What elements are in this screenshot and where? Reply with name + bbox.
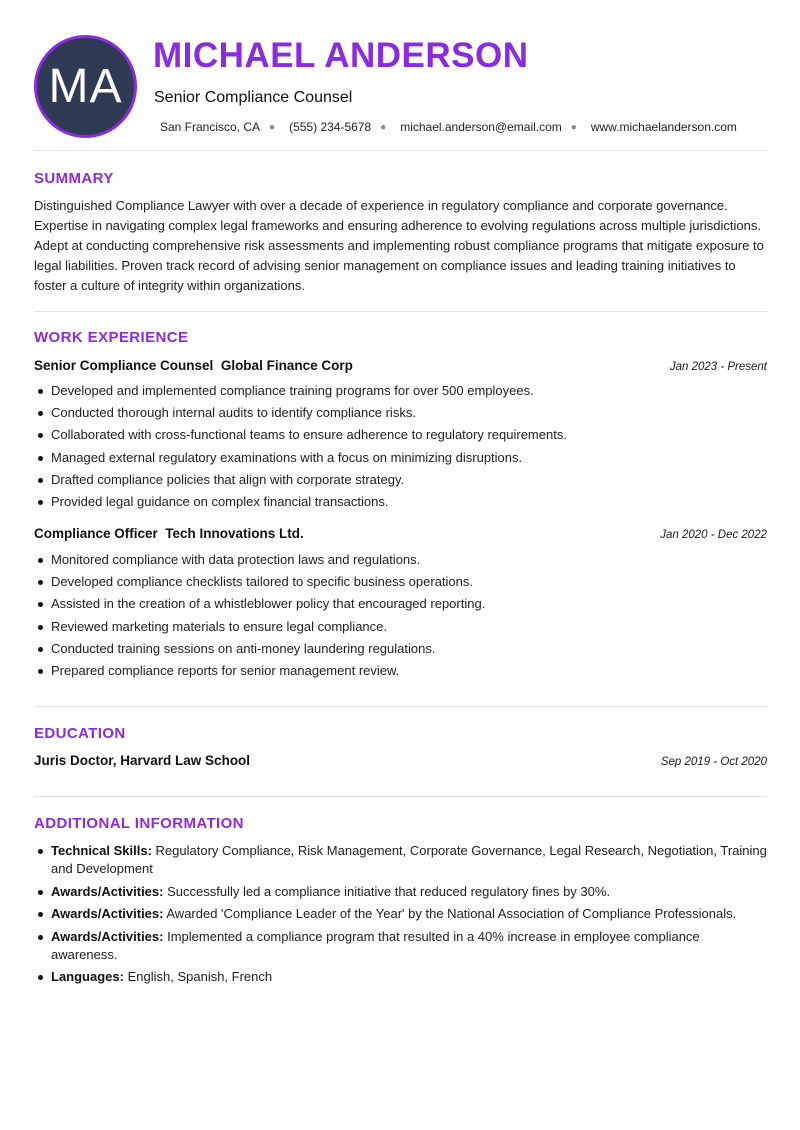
item-label: Awards/Activities: <box>51 883 164 899</box>
education-degree: Juris Doctor, Harvard Law School <box>34 753 251 768</box>
item-label: Languages: <box>51 969 124 984</box>
job-role-company <box>34 526 304 541</box>
job-company: Global Finance Corp <box>220 358 353 373</box>
list-item: Developed compliance checklists tailored to specific business operations. <box>34 573 767 591</box>
contact-phone: (555) 234-5678 <box>289 120 372 134</box>
item-text: Successfully led a compliance initiative that reduced regulatory fines by 30%. <box>167 883 611 899</box>
list-item: Conducted thorough internal audits to identify compliance risks. <box>34 404 767 422</box>
list-item: Conducted training sessions on anti-money laundering regulations. <box>34 640 767 658</box>
contact-website[interactable]: www.michaelanderson.com <box>590 120 737 134</box>
job-role-company <box>34 358 353 373</box>
education-heading: EDUCATION <box>34 725 126 742</box>
summary-text: Distinguished Compliance Lawyer with over a decade of experience in regulatory compliance and corporate governance. Expertise in navigating complex legal frameworks and ensuring adherence to evolving regulations across multiple jurisdictions. Adept at conducting comprehensive risk assessments and implementing robust compliance programs that mitigate exposure to legal liabilities. Proven track record of advising senior management on compliance issues and leading training initiatives to foster a culture of integrity within organizations. <box>34 198 764 293</box>
job-role: Senior Compliance Counsel <box>34 358 214 373</box>
job-role: Compliance Officer <box>34 526 158 541</box>
contact-location: San Francisco, CA <box>160 120 261 134</box>
list-item: Assisted in the creation of a whistleblower policy that encouraged reporting. <box>34 595 767 613</box>
list-item: Developed and implemented compliance training programs for over 500 employees. <box>34 382 767 400</box>
additional-info-list <box>34 842 767 991</box>
work-experience-heading: WORK EXPERIENCE <box>34 329 189 346</box>
job-bullets <box>34 382 767 515</box>
job-company: Tech Innovations Ltd. <box>165 526 304 541</box>
separator-dot-icon: ● <box>380 121 387 133</box>
list-item: Provided legal guidance on complex financial transactions. <box>34 493 767 511</box>
list-item <box>34 928 767 964</box>
divider <box>34 311 767 312</box>
list-item: Drafted compliance policies that align with corporate strategy. <box>34 471 767 489</box>
item-label: Awards/Activities: <box>51 928 164 944</box>
summary-heading: SUMMARY <box>34 170 114 187</box>
item-label: Technical Skills: <box>51 843 152 858</box>
contact-line <box>160 120 737 134</box>
job-title: Senior Compliance Counsel <box>154 89 353 106</box>
contact-email[interactable]: michael.anderson@email.com <box>400 120 562 134</box>
list-item: Collaborated with cross-functional teams to ensure adherence to regulatory requirements. <box>34 426 767 444</box>
list-item <box>34 842 767 878</box>
divider <box>34 796 767 797</box>
avatar <box>34 35 137 138</box>
item-text: Regulatory Compliance, Risk Management, Corporate Governance, Legal Research, Negotiation, Training and Development <box>51 843 767 876</box>
divider <box>34 706 767 707</box>
list-item <box>34 883 767 901</box>
education-entry <box>34 753 767 768</box>
list-item <box>34 968 767 986</box>
item-text: Awarded 'Compliance Leader of the Year' by the National Association of Compliance Professionals. <box>166 906 737 921</box>
divider <box>34 150 767 151</box>
job-dates: Jan 2020 - Dec 2022 <box>660 529 767 541</box>
list-item: Monitored compliance with data protection laws and regulations. <box>34 551 767 569</box>
candidate-name: MICHAEL ANDERSON <box>153 36 529 75</box>
list-item: Managed external regulatory examinations with a focus on minimizing disruptions. <box>34 449 767 467</box>
additional-info-heading: ADDITIONAL INFORMATION <box>34 815 244 832</box>
job-header <box>34 526 767 541</box>
item-text: Implemented a compliance program that resulted in a 40% increase in employee compliance awareness. <box>51 928 700 962</box>
item-text: English, Spanish, French <box>127 969 273 984</box>
item-label: Awards/Activities: <box>51 906 164 921</box>
list-item <box>34 905 767 923</box>
list-item: Reviewed marketing materials to ensure legal compliance. <box>34 618 767 636</box>
job-dates: Jan 2023 - Present <box>669 361 767 373</box>
job-header <box>34 358 767 373</box>
separator-dot-icon: ● <box>570 121 577 133</box>
list-item: Prepared compliance reports for senior management review. <box>34 662 767 680</box>
avatar-initials: MA <box>48 60 123 113</box>
job-bullets <box>34 551 767 684</box>
education-dates: Sep 2019 - Oct 2020 <box>660 756 767 768</box>
separator-dot-icon: ● <box>269 121 276 133</box>
